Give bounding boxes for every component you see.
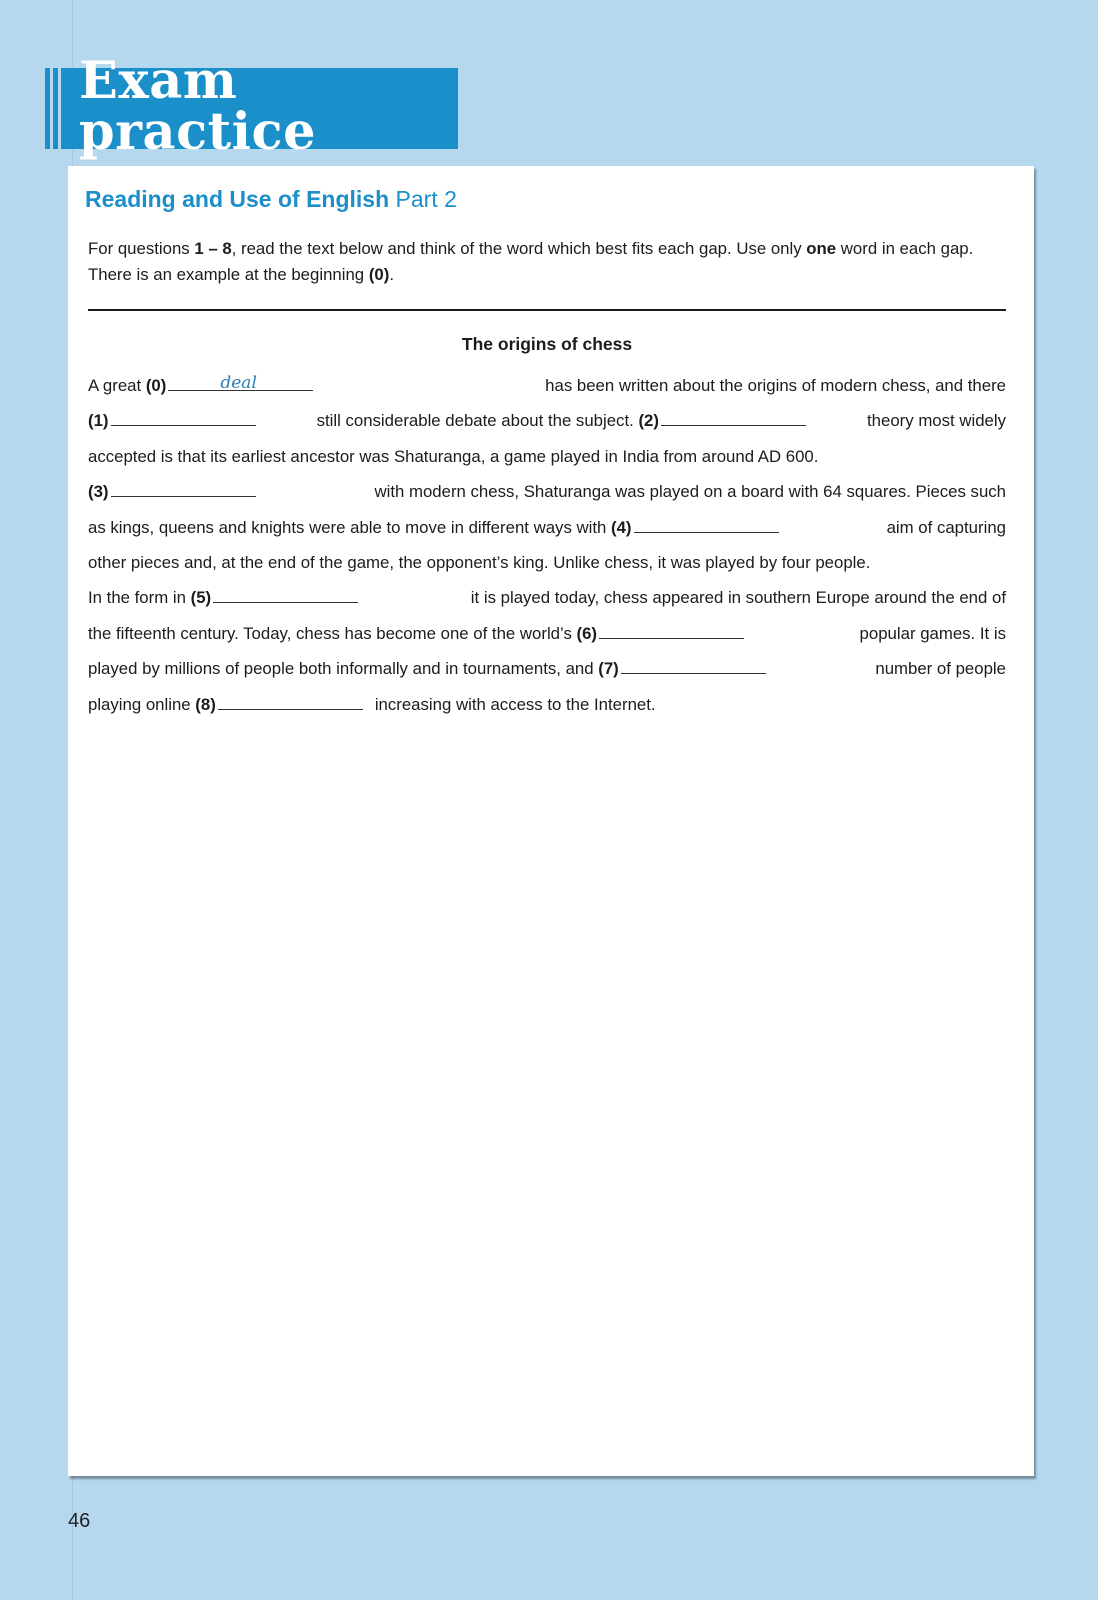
example-answer-gap[interactable] bbox=[168, 374, 313, 391]
line-segment bbox=[545, 368, 1006, 403]
passage-line bbox=[88, 474, 1006, 509]
line-segment bbox=[88, 687, 369, 722]
passage-text-run: A great bbox=[88, 376, 146, 395]
line-segment bbox=[374, 474, 1006, 509]
answer-gap[interactable] bbox=[213, 586, 358, 603]
passage-line bbox=[88, 545, 1006, 580]
line-segment bbox=[860, 616, 1006, 651]
banner-box bbox=[61, 50, 458, 162]
passage-text-run: played by millions of people both informally and in tournaments, and bbox=[88, 659, 599, 679]
page-number: 46 bbox=[68, 1510, 91, 1532]
passage-text-run: playing online bbox=[88, 694, 196, 714]
instruction-text: , read the text below and think of the word which best fits each gap. Use only bbox=[231, 239, 807, 258]
instruction-emphasis: (0) bbox=[368, 265, 390, 284]
passage-line bbox=[88, 687, 1006, 722]
passage-text-run: the fifteenth century. Today, chess has become one of the world’s bbox=[88, 623, 577, 643]
line-segment bbox=[875, 651, 1006, 686]
banner-stripe bbox=[45, 68, 50, 149]
passage-line bbox=[88, 403, 1006, 438]
line-segment bbox=[375, 687, 656, 722]
question-number: (1) bbox=[88, 411, 109, 431]
section-heading-bold: Reading and Use of English bbox=[85, 186, 390, 212]
passage-line bbox=[88, 439, 1006, 474]
line-segment bbox=[88, 616, 750, 651]
answer-gap[interactable] bbox=[661, 409, 806, 426]
passage-text-run: In the form in bbox=[88, 588, 191, 608]
passage-text-run: with modern chess, Shaturanga was played on a board with 64 squares. Pieces such bbox=[374, 482, 1006, 502]
question-number: (3) bbox=[88, 482, 109, 502]
line-segment bbox=[867, 403, 1006, 438]
passage-text-run: has been written about the origins of modern chess, and there bbox=[545, 376, 1006, 395]
passage-line bbox=[88, 368, 1006, 403]
line-segment bbox=[887, 510, 1006, 545]
banner-title: Exam practice bbox=[79, 50, 317, 162]
answer-gap[interactable] bbox=[634, 516, 779, 533]
line-segment bbox=[88, 474, 262, 509]
passage-text-run: it is played today, chess appeared in southern Europe around the end of bbox=[470, 588, 1006, 608]
passage-text-run: other pieces and, at the end of the game, the opponent’s king. Unlike chess, it was played by four people. bbox=[88, 552, 871, 572]
passage-line bbox=[88, 580, 1006, 615]
line-segment bbox=[88, 545, 870, 580]
line-segment bbox=[88, 510, 785, 545]
section-heading-part: Part 2 bbox=[395, 186, 457, 212]
passage-text-run: aim of capturing bbox=[886, 517, 1006, 537]
passage-text-run: number of people bbox=[875, 659, 1006, 679]
line-segment bbox=[317, 403, 812, 438]
passage-text-run: theory most widely bbox=[867, 411, 1006, 431]
question-number: (0) bbox=[145, 376, 167, 395]
passage-title: The origins of chess bbox=[461, 334, 633, 354]
instruction-text: For questions bbox=[88, 239, 195, 258]
passage-text-run: still considerable debate about the subject. bbox=[316, 411, 639, 431]
passage-text-run: as kings, queens and knights were able to move in different ways with bbox=[88, 517, 611, 537]
answer-gap[interactable] bbox=[599, 622, 744, 639]
question-number: (4) bbox=[611, 517, 632, 537]
question-number: (6) bbox=[576, 623, 598, 643]
answer-gap[interactable] bbox=[621, 657, 766, 674]
answer-gap[interactable] bbox=[111, 480, 256, 497]
banner-stripe bbox=[53, 68, 58, 149]
example-answer: deal bbox=[220, 373, 257, 393]
line-segment bbox=[88, 580, 364, 615]
question-number: (7) bbox=[598, 659, 619, 679]
line-segment bbox=[88, 651, 772, 686]
exercise-card bbox=[68, 166, 1034, 1476]
passage-line bbox=[88, 510, 1006, 545]
question-number: (2) bbox=[638, 411, 659, 431]
instruction-emphasis: one bbox=[806, 239, 837, 258]
instruction-text: word in each gap. There is an example at the beginning bbox=[88, 239, 974, 284]
passage-line bbox=[88, 651, 1006, 686]
divider-rule bbox=[88, 309, 1006, 311]
section-heading bbox=[85, 186, 457, 213]
instruction-emphasis: 1 – 8 bbox=[194, 239, 232, 258]
line-segment bbox=[88, 439, 818, 474]
question-number: (8) bbox=[195, 694, 216, 714]
line-segment bbox=[88, 403, 262, 438]
answer-gap[interactable] bbox=[111, 409, 256, 426]
passage-text-run: accepted is that its earliest ancestor was Shaturanga, a game played in India from around AD 600. bbox=[88, 446, 819, 466]
instructions-text bbox=[88, 236, 1018, 288]
exam-practice-banner bbox=[45, 50, 458, 162]
passage-text-run: popular games. It is bbox=[859, 623, 1006, 643]
line-segment bbox=[88, 368, 319, 403]
answer-gap[interactable] bbox=[218, 693, 363, 710]
question-number: (5) bbox=[190, 588, 212, 608]
passage-line bbox=[88, 616, 1006, 651]
passage-text bbox=[88, 368, 1006, 722]
passage-text-run: increasing with access to the Internet. bbox=[374, 694, 656, 714]
instruction-text: . bbox=[389, 265, 394, 284]
line-segment bbox=[471, 580, 1006, 615]
